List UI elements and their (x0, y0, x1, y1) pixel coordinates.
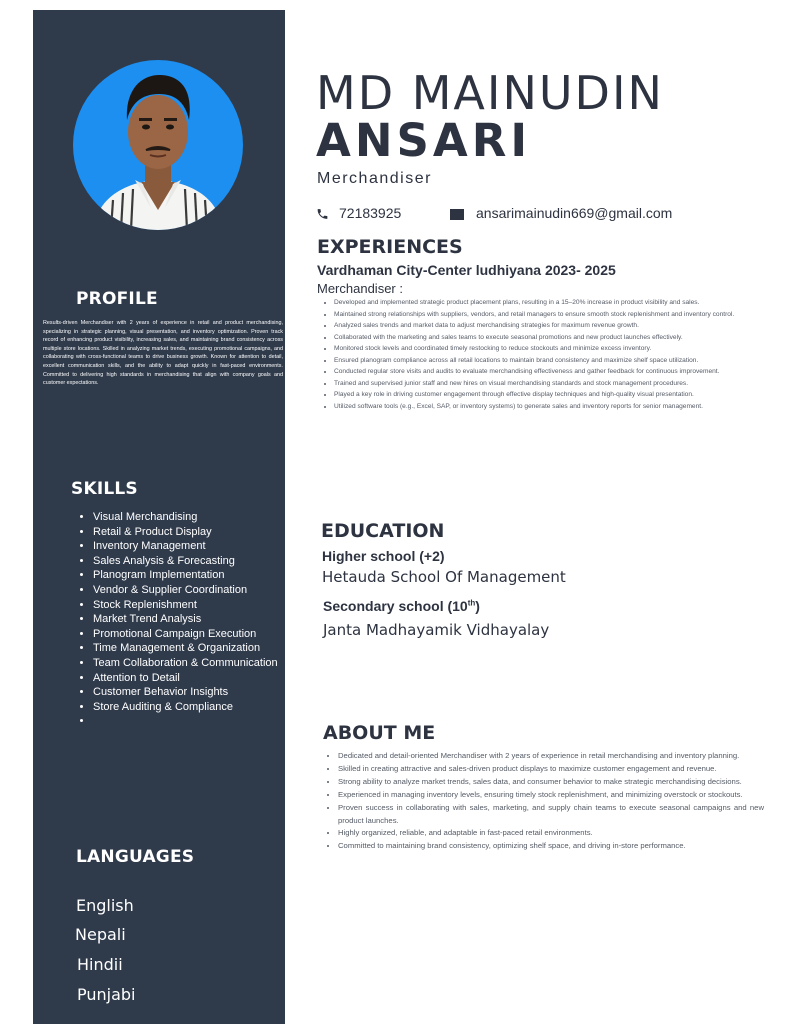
education-level (323, 598, 480, 614)
skill-item: • Visual Merchandising (93, 510, 298, 525)
phone-number: 72183925 (339, 205, 402, 221)
experience-item: • Trained and supervised junior staff and new hires on visual merchandising standards and stock management procedures. (334, 378, 791, 390)
profile-heading: PROFILE (76, 289, 158, 309)
profile-photo (73, 60, 243, 230)
email-icon (450, 209, 464, 220)
about-list (324, 750, 764, 853)
language-item: Nepali (75, 925, 126, 944)
skill-item: • Time Management & Organization (93, 641, 298, 656)
skill-item: • Customer Behavior Insights (93, 685, 298, 700)
experience-item: • Ensured planogram compliance across all retail locations to maintain brand consistency and maximize shelf space utilization. (334, 355, 791, 367)
experience-item: • Analyzed sales trends and market data to adjust merchandising strategies for maximum revenue growth. (334, 320, 791, 332)
about-item: • Highly organized, reliable, and adaptable in fast-paced retail environments. (338, 827, 764, 840)
skill-item: • Retail & Product Display (93, 525, 298, 540)
education-school: Janta Madhayamik Vidhayalay (323, 621, 550, 639)
person-photo-graphic (73, 60, 243, 230)
skill-item: • Promotional Campaign Execution (93, 627, 298, 642)
experience-item: • Monitored stock levels and coordinated timely restocking to reduce stockouts and minimize excess inventory. (334, 343, 791, 355)
skill-item: • Sales Analysis & Forecasting (93, 554, 298, 569)
languages-heading: LANGUAGES (76, 847, 195, 867)
about-item: • Proven success in collaborating with sales, marketing, and supply chain teams to execute seasonal campaigns and new product launches. (338, 802, 764, 828)
experience-item: • Collaborated with the marketing and sales teams to execute seasonal promotions and new product launches effectively. (334, 332, 791, 344)
experience-list (318, 297, 791, 412)
skills-list (75, 510, 298, 729)
email-address[interactable]: ansarimainudin669@gmail.com (476, 205, 673, 221)
experience-item: • Developed and implemented strategic product placement plans, resulting in a 15–20% increase in product visibility and sales. (334, 297, 791, 309)
profile-summary: Results-driven Merchandiser with 2 years of experience in retail and product merchandising, specializing in strategic planning, visual presentation, and inventory optimization. Proven track record of enhancing product visibility, increasing sales, and maintaining brand consistency across multiple store locations. Skilled in analyzing market trends, executing promotional campaigns, and collaborating with cross-functional teams to drive business growth. Known for attention to detail, excellent communication skills, and the ability to adapt quickly in fast-paced environments. Committed to delivering high standards in merchandising that align with company goals and customer expectations. (43, 320, 283, 387)
about-item: • Skilled in creating attractive and sales-driven product displays to maximize customer engagement and revenue. (338, 763, 764, 776)
skill-item: • Inventory Management (93, 539, 298, 554)
skill-item: • Planogram Implementation (93, 568, 298, 583)
experience-item: • Utilized software tools (e.g., Excel, SAP, or inventory systems) to generate sales and inventory reports for senior management. (334, 401, 791, 413)
about-item: • Committed to maintaining brand consistency, optimizing shelf space, and driving in-store performance. (338, 840, 764, 853)
language-item: Hindii (77, 955, 123, 974)
education-level-sup: th (467, 598, 476, 608)
name-first: MD MAINUDIN (316, 66, 664, 120)
about-item: • Strong ability to analyze market trends, sales data, and consumer behavior to make strategic merchandising decisions. (338, 776, 764, 789)
skill-item: • Team Collaboration & Communication (93, 656, 298, 671)
about-item: • Dedicated and detail-oriented Merchandiser with 2 years of experience in retail merchandising and inventory planning. (338, 750, 764, 763)
skills-heading: SKILLS (71, 479, 138, 499)
about-item: • Experienced in managing inventory levels, ensuring timely stock replenishment, and minimizing overstock or stockouts. (338, 789, 764, 802)
education-school: Hetauda School Of Management (322, 568, 566, 586)
experience-role: Merchandiser : (317, 281, 403, 296)
experience-item: • Maintained strong relationships with suppliers, vendors, and retail managers to ensure smooth stock replenishment and inventory control. (334, 309, 791, 321)
job-title: Merchandiser (317, 170, 432, 187)
experience-company: Vardhaman City-Center ludhiyana 2023- 2025 (317, 262, 616, 278)
language-item: English (76, 896, 134, 915)
experience-item: • Conducted regular store visits and audits to evaluate merchandising effectiveness and gather feedback for continuous improvement. (334, 366, 791, 378)
about-heading: ABOUT ME (323, 722, 436, 744)
education-level-end: ) (475, 598, 480, 614)
language-item: Punjabi (77, 985, 136, 1004)
skill-item: • Vendor & Supplier Coordination (93, 583, 298, 598)
phone-icon (316, 207, 329, 221)
education-level-text: Secondary school (10 (323, 598, 468, 614)
skill-item: • Store Auditing & Compliance (93, 700, 298, 715)
experience-heading: EXPERIENCES (317, 236, 463, 258)
skill-item: • Market Trend Analysis (93, 612, 298, 627)
education-heading: EDUCATION (321, 520, 445, 542)
name-last: ANSARI (316, 114, 532, 167)
skill-item: • Attention to Detail (93, 671, 298, 686)
skill-item: • Stock Replenishment (93, 598, 298, 613)
sidebar (33, 10, 285, 1024)
experience-item: • Played a key role in driving customer engagement through effective display techniques and high-quality visual presentation. (334, 389, 791, 401)
education-level: Higher school (+2) (322, 548, 445, 564)
skill-item-empty (93, 714, 298, 729)
